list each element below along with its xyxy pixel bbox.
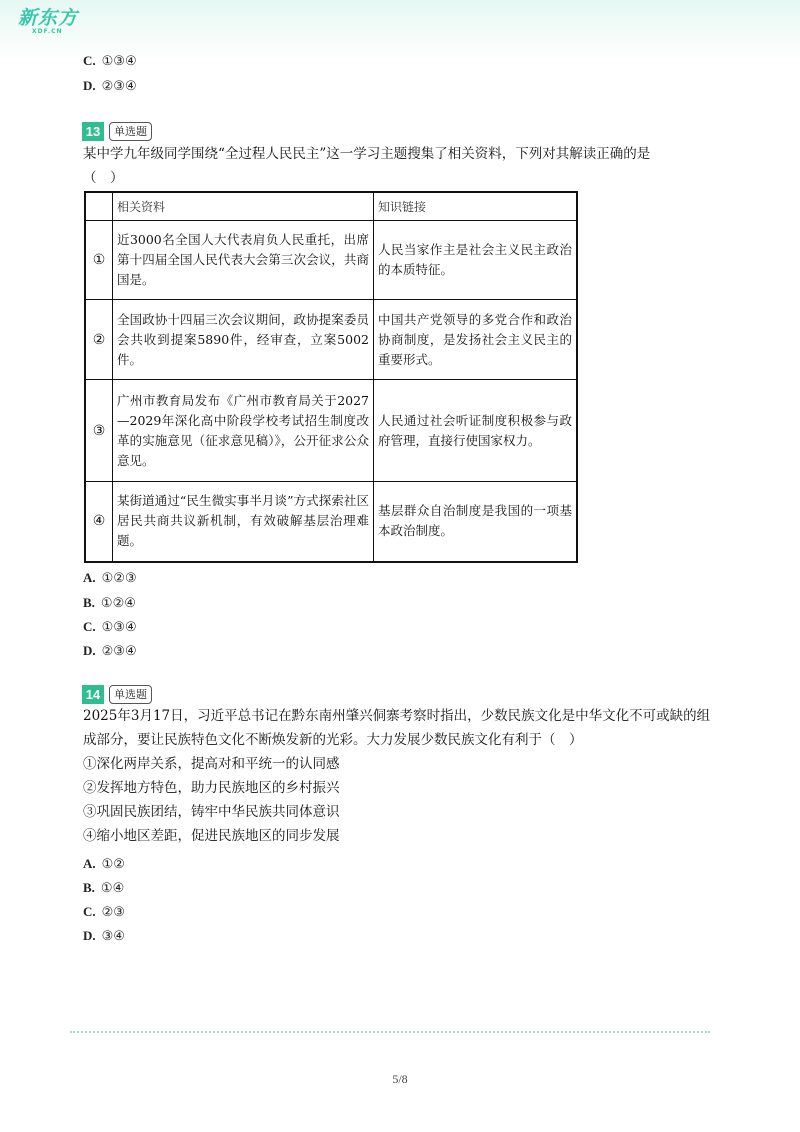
row-material: 近3000名全国人大代表肩负人民重托，出席第十四届全国人民代表大会第三次会议，共商国是。 — [113, 221, 374, 300]
table-header-row — [85, 192, 577, 221]
q14-option-b[interactable] — [83, 880, 124, 897]
statement-1: ①深化两岸关系，提高对和平统一的认同感 — [83, 756, 340, 772]
row-material: 某街道通过“民生微实事半月谈”方式探索社区居民共商共议新机制，有效破解基层治理难题。 — [113, 482, 374, 562]
option-text: ①③④ — [101, 620, 137, 635]
prev-option-c[interactable] — [83, 53, 137, 70]
row-number: ③ — [85, 380, 113, 482]
q14-option-c[interactable] — [83, 904, 125, 921]
statement-2: ②发挥地方特色，助力民族地区的乡村振兴 — [83, 780, 340, 796]
xdf-logo — [18, 8, 98, 38]
question-14-stem: 2025年3月17日，习近平总书记在黔东南州肇兴侗寨考察时指出，少数民族文化是中华文化不可或缺的组成部分，要让民族特色文化不断焕发新的光彩。大力发展少数民族文化有利于（ ） — [83, 708, 711, 748]
table-row — [85, 221, 577, 300]
option-text: ①③④ — [101, 54, 137, 69]
page-number: 5/8 — [392, 1072, 408, 1086]
option-letter: B. — [83, 880, 95, 895]
row-link: 中国共产党领导的多党合作和政治协商制度，是发扬社会主义民主的重要形式。 — [374, 300, 578, 380]
option-text: ①②④ — [100, 596, 136, 611]
option-text: ①②③ — [101, 571, 137, 586]
option-letter: D. — [83, 643, 96, 658]
footer-divider — [70, 1031, 710, 1033]
option-letter: B. — [83, 595, 95, 610]
row-material: 广州市教育局发布《广州市教育局关于2027—2029年深化高中阶段学校考试招生制度改革的实施意见（征求意见稿）》，公开征求公众意见。 — [113, 380, 374, 482]
header-cell-link: 知识链接 — [374, 192, 578, 221]
question-type-tag: 单选题 — [109, 685, 152, 704]
option-letter: D. — [83, 928, 96, 943]
q13-option-a[interactable] — [83, 570, 137, 587]
prev-option-d[interactable] — [83, 78, 137, 95]
q14-option-d[interactable] — [83, 928, 125, 945]
table-row — [85, 300, 577, 380]
answer-paren: （ ） — [83, 170, 124, 186]
table-row — [85, 482, 577, 562]
header-cell-blank — [85, 192, 113, 221]
question-number-badge: 13 — [82, 122, 104, 141]
statement-3: ③巩固民族团结，铸牢中华民族共同体意识 — [83, 804, 340, 820]
statement-4: ④缩小地区差距，促进民族地区的同步发展 — [83, 828, 340, 844]
option-text: ②③ — [101, 905, 125, 920]
option-text: ②③④ — [101, 644, 137, 659]
question-number-badge: 14 — [82, 685, 104, 704]
option-text: ①④ — [100, 881, 125, 896]
logo-chinese: 新东方 — [18, 7, 79, 29]
row-number: ④ — [85, 482, 113, 562]
option-letter: A. — [83, 856, 96, 871]
question-13-header — [82, 121, 152, 141]
option-text: ②③④ — [101, 79, 137, 94]
row-number: ① — [85, 221, 113, 300]
stem-text: 某中学九年级同学围绕“全过程人民民主”这一学习主题搜集了相关资料，下列对其解读正确的是 — [83, 146, 651, 162]
table-row — [85, 380, 577, 482]
row-material: 全国政协十四届三次会议期间，政协提案委员会共收到提案5890件，经审查，立案5002件。 — [113, 300, 374, 380]
row-link: 基层群众自治制度是我国的一项基本政治制度。 — [374, 482, 578, 562]
header-cell-material: 相关资料 — [113, 192, 374, 221]
q14-option-a[interactable] — [83, 856, 125, 873]
materials-table — [84, 191, 578, 563]
q13-option-d[interactable] — [83, 643, 137, 660]
logo-english: XDF.CN — [32, 28, 63, 35]
question-14-header — [82, 684, 152, 704]
row-link: 人民当家作主是社会主义民主政治的本质特征。 — [374, 221, 578, 300]
option-letter: C. — [83, 53, 96, 68]
option-text: ③④ — [101, 929, 125, 944]
option-text: ①② — [101, 857, 125, 872]
q13-option-c[interactable] — [83, 619, 137, 636]
row-number: ② — [85, 300, 113, 380]
row-link: 人民通过社会听证制度积极参与政府管理，直接行使国家权力。 — [374, 380, 578, 482]
option-letter: A. — [83, 570, 96, 585]
question-13-stem — [83, 142, 723, 190]
q13-option-b[interactable] — [83, 595, 136, 612]
option-letter: D. — [83, 78, 96, 93]
option-letter: C. — [83, 904, 96, 919]
option-letter: C. — [83, 619, 96, 634]
question-type-tag: 单选题 — [109, 122, 152, 141]
